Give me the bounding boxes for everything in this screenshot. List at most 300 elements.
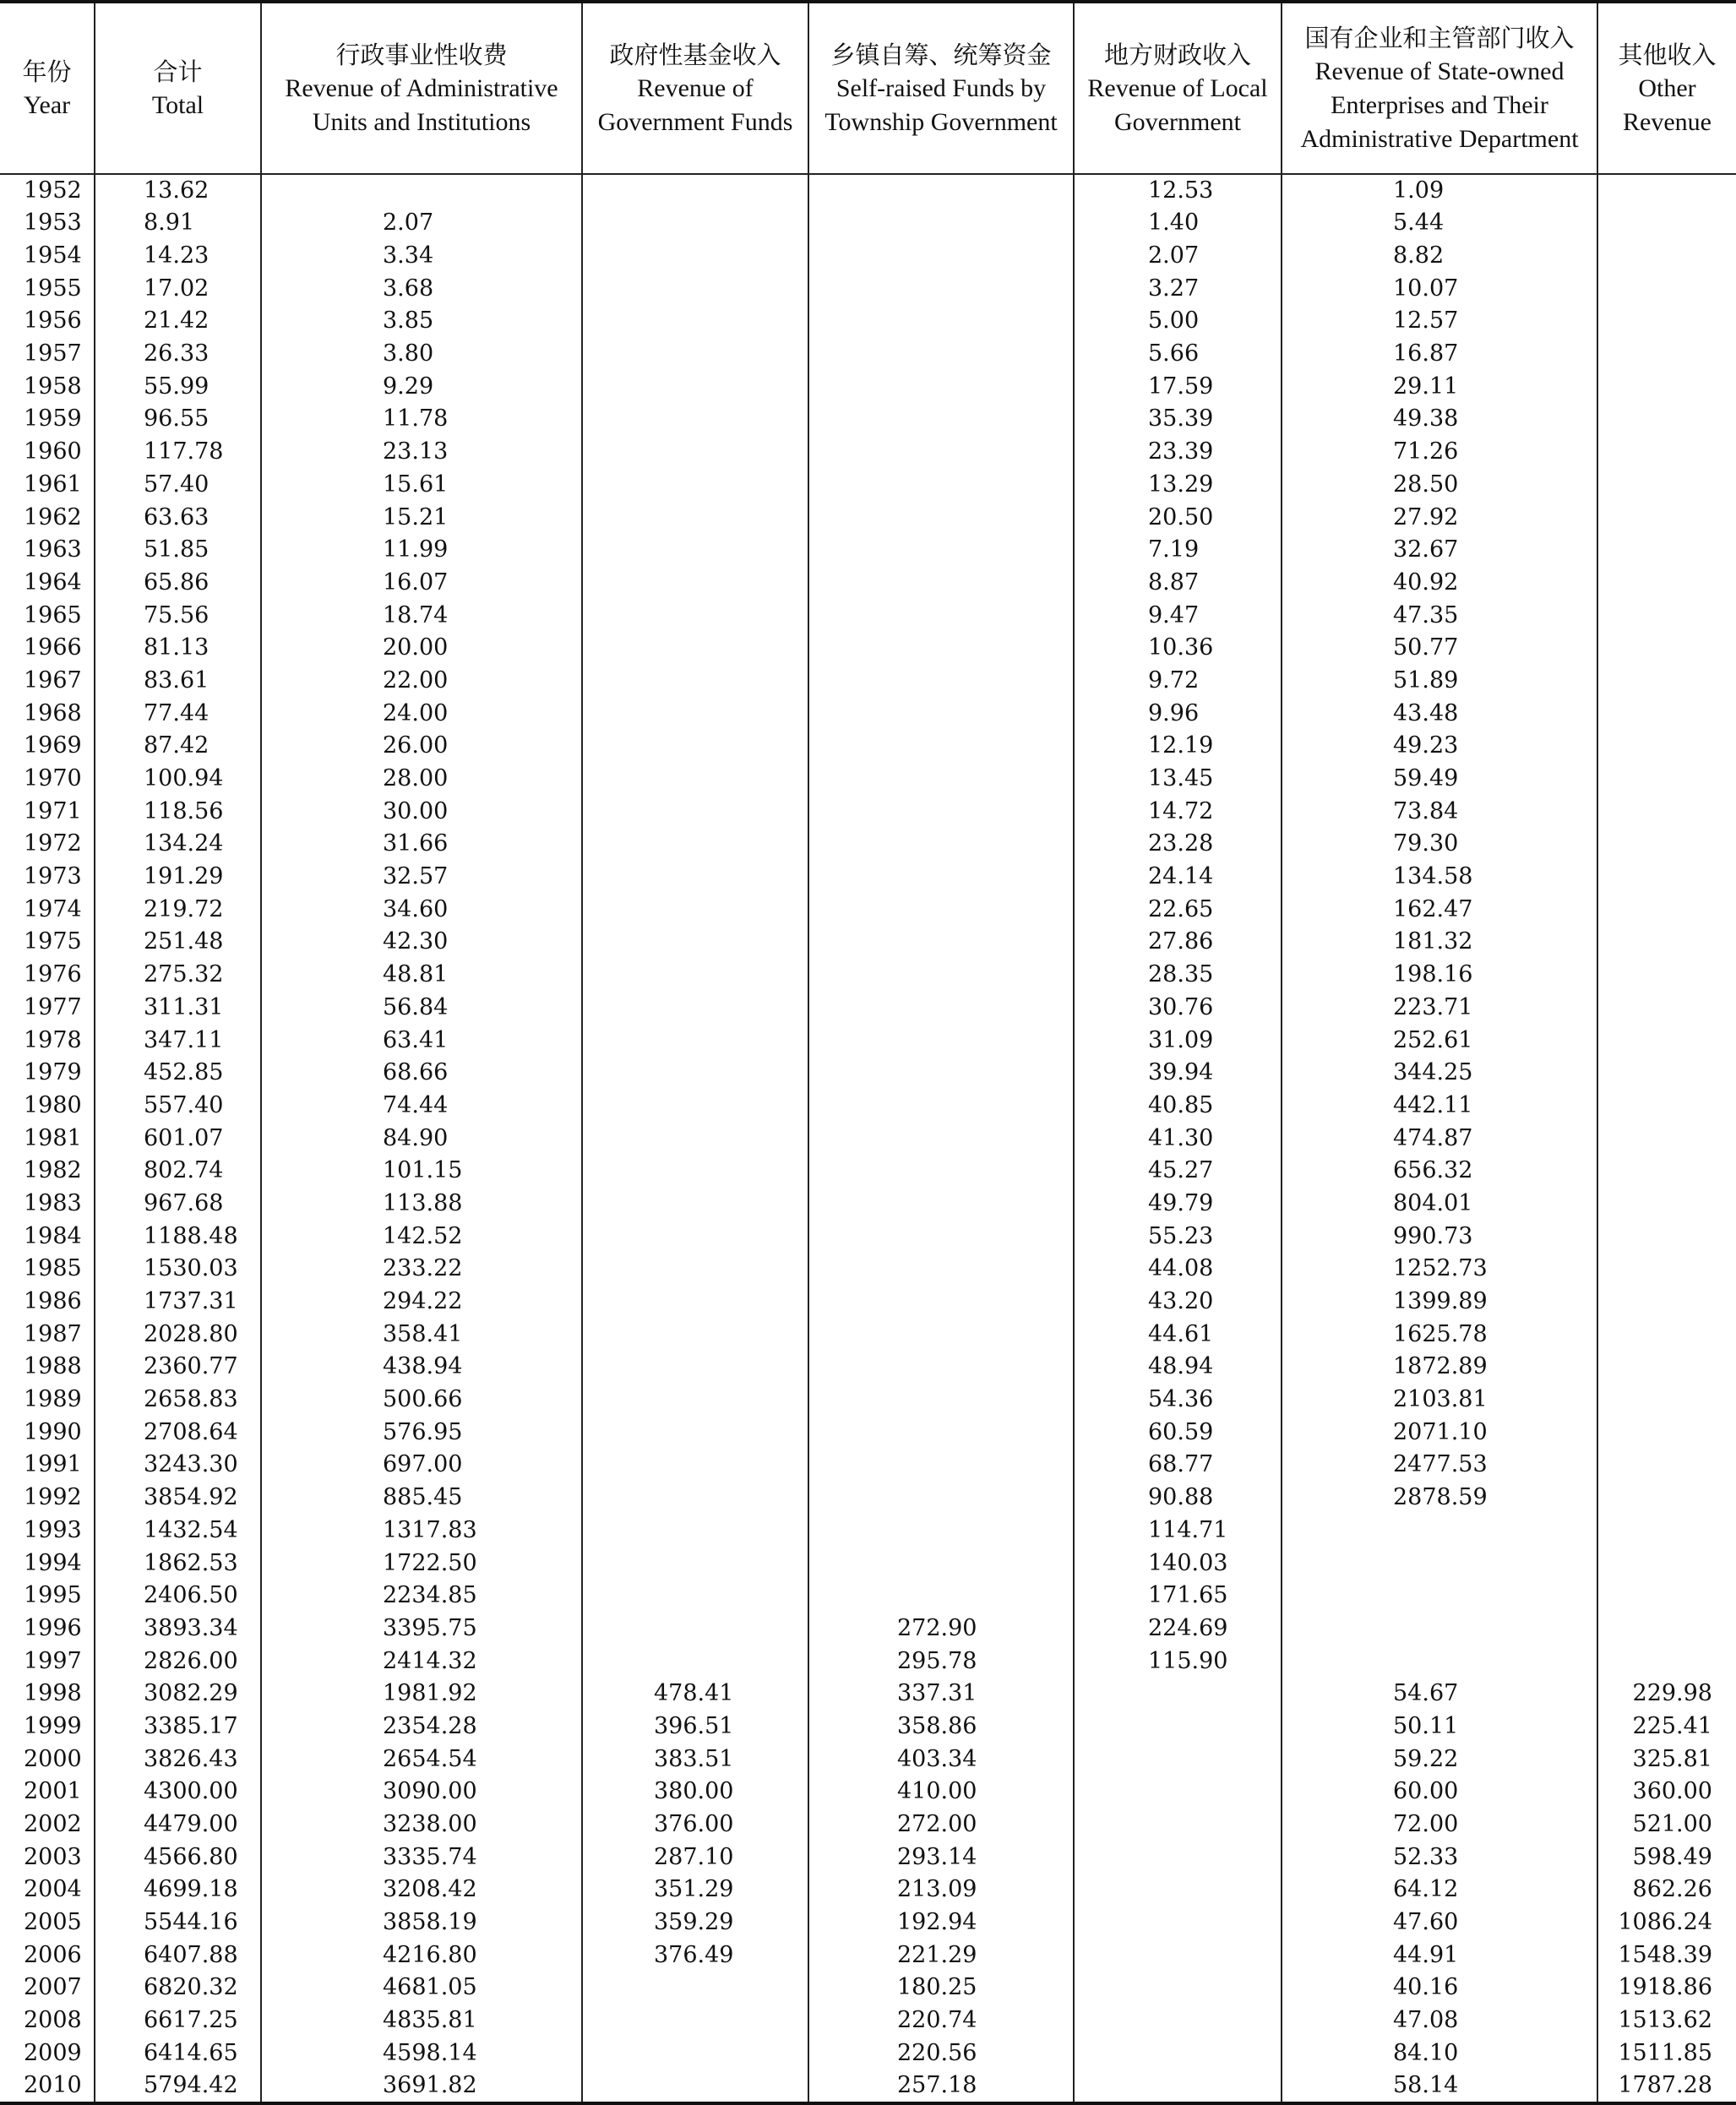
cell-soe: 49.38 xyxy=(1282,403,1597,436)
cell-gov xyxy=(582,861,808,894)
cell-year: 1969 xyxy=(24,732,82,759)
cell-total: 75.56 xyxy=(95,599,261,632)
cell-local: 5.00 xyxy=(1074,305,1282,338)
cell-town xyxy=(808,1253,1074,1286)
cell-adm: 68.66 xyxy=(261,1057,582,1090)
column-header-en: Revenue of Local xyxy=(1087,73,1268,102)
cell-town: 213.09 xyxy=(808,1874,1074,1906)
table-row xyxy=(0,2070,1736,2103)
cell-year: 1983 xyxy=(24,1189,82,1216)
cell-other xyxy=(1597,1090,1736,1123)
cell-year: 1994 xyxy=(24,1549,82,1576)
cell-gov xyxy=(582,730,808,763)
cell-adm: 15.21 xyxy=(261,501,582,534)
cell-gov xyxy=(582,665,808,698)
cell-gov xyxy=(582,1580,808,1613)
cell-total: 81.13 xyxy=(95,632,261,665)
cell-year: 1974 xyxy=(24,895,82,922)
cell-total: 87.42 xyxy=(95,730,261,763)
cell-local: 14.72 xyxy=(1074,795,1282,828)
cell-total: 601.07 xyxy=(95,1122,261,1155)
cell-soe: 1872.89 xyxy=(1282,1351,1597,1384)
column-header-en: Revenue of Administrative xyxy=(285,73,558,102)
cell-year: 2003 xyxy=(24,1843,82,1870)
cell-other xyxy=(1597,469,1736,502)
cell-town xyxy=(808,632,1074,665)
cell-adm: 84.90 xyxy=(261,1122,582,1155)
cell-total: 77.44 xyxy=(95,697,261,730)
cell-gov xyxy=(582,893,808,926)
cell-town xyxy=(808,1449,1074,1482)
cell-town xyxy=(808,1286,1074,1319)
cell-other xyxy=(1597,1384,1736,1417)
cell-year: 1964 xyxy=(24,568,82,596)
cell-adm: 42.30 xyxy=(261,926,582,959)
cell-other xyxy=(1597,763,1736,796)
cell-gov xyxy=(582,2004,808,2037)
cell-adm: 233.22 xyxy=(261,1253,582,1286)
cell-soe: 59.22 xyxy=(1282,1743,1597,1776)
cell-soe: 442.11 xyxy=(1282,1090,1597,1123)
table-row xyxy=(0,926,1736,959)
cell-year: 1985 xyxy=(24,1255,82,1282)
cell-soe: 47.60 xyxy=(1282,1906,1597,1939)
cell-town: 358.86 xyxy=(808,1711,1074,1743)
cell-year: 1978 xyxy=(24,1026,82,1053)
cell-soe: 198.16 xyxy=(1282,959,1597,992)
cell-local: 224.69 xyxy=(1074,1613,1282,1645)
table-row xyxy=(0,370,1736,403)
cell-adm: 18.74 xyxy=(261,599,582,632)
cell-town xyxy=(808,534,1074,567)
table-row xyxy=(0,861,1736,894)
cell-local: 1.40 xyxy=(1074,207,1282,240)
cell-other: 1548.39 xyxy=(1597,1939,1736,1972)
cell-gov xyxy=(582,599,808,632)
table-row xyxy=(0,730,1736,763)
cell-adm: 3.34 xyxy=(261,240,582,273)
cell-town xyxy=(808,1090,1074,1123)
cell-soe: 50.77 xyxy=(1282,632,1597,665)
table-row xyxy=(0,1351,1736,1384)
cell-gov xyxy=(582,632,808,665)
cell-total: 1737.31 xyxy=(95,1286,261,1319)
cell-town: 295.78 xyxy=(808,1645,1074,1678)
cell-other: 229.98 xyxy=(1597,1678,1736,1711)
cell-total: 219.72 xyxy=(95,893,261,926)
cell-total: 2406.50 xyxy=(95,1580,261,1613)
cell-soe: 223.71 xyxy=(1282,992,1597,1025)
cell-other: 1511.85 xyxy=(1597,2037,1736,2070)
cell-soe: 40.16 xyxy=(1282,1972,1597,2004)
cell-other xyxy=(1597,992,1736,1025)
cell-soe: 52.33 xyxy=(1282,1841,1597,1874)
table-row xyxy=(0,272,1736,305)
cell-total: 2658.83 xyxy=(95,1384,261,1417)
cell-total: 557.40 xyxy=(95,1090,261,1123)
cell-year: 1960 xyxy=(24,438,82,465)
cell-soe: 40.92 xyxy=(1282,567,1597,600)
cell-year: 1962 xyxy=(24,503,82,530)
cell-local: 27.86 xyxy=(1074,926,1282,959)
cell-soe: 1.09 xyxy=(1282,174,1597,207)
cell-year: 1959 xyxy=(24,405,82,432)
cell-year: 1990 xyxy=(24,1418,82,1445)
cell-other xyxy=(1597,174,1736,207)
cell-local: 171.65 xyxy=(1074,1580,1282,1613)
table-row xyxy=(0,1482,1736,1515)
table-row xyxy=(0,893,1736,926)
cell-other xyxy=(1597,207,1736,240)
cell-soe: 29.11 xyxy=(1282,370,1597,403)
cell-soe: 2878.59 xyxy=(1282,1482,1597,1515)
cell-local: 35.39 xyxy=(1074,403,1282,436)
cell-town xyxy=(808,501,1074,534)
cell-total: 4300.00 xyxy=(95,1776,261,1809)
cell-adm: 3090.00 xyxy=(261,1776,582,1809)
cell-town xyxy=(808,1024,1074,1057)
cell-local: 30.76 xyxy=(1074,992,1282,1025)
column-header-soe xyxy=(1282,2,1597,174)
table-row xyxy=(0,632,1736,665)
cell-town xyxy=(808,730,1074,763)
cell-year: 1999 xyxy=(24,1712,82,1739)
cell-total: 3385.17 xyxy=(95,1711,261,1743)
cell-total: 802.74 xyxy=(95,1155,261,1188)
cell-soe: 656.32 xyxy=(1282,1155,1597,1188)
cell-soe: 32.67 xyxy=(1282,534,1597,567)
cell-other: 521.00 xyxy=(1597,1809,1736,1841)
cell-local: 8.87 xyxy=(1074,567,1282,600)
table-row xyxy=(0,534,1736,567)
cell-local xyxy=(1074,2037,1282,2070)
cell-local: 114.71 xyxy=(1074,1515,1282,1547)
cell-gov xyxy=(582,1253,808,1286)
cell-other xyxy=(1597,795,1736,828)
cell-local: 23.39 xyxy=(1074,436,1282,469)
cell-soe xyxy=(1282,1645,1597,1678)
cell-local: 90.88 xyxy=(1074,1482,1282,1515)
cell-local: 9.96 xyxy=(1074,697,1282,730)
cell-total: 191.29 xyxy=(95,861,261,894)
cell-local xyxy=(1074,1678,1282,1711)
cell-adm: 28.00 xyxy=(261,763,582,796)
column-header-zh: 政府性基金收入 xyxy=(609,40,781,69)
column-header-en: Revenue of State-owned xyxy=(1314,57,1565,85)
table-row xyxy=(0,567,1736,600)
cell-local: 39.94 xyxy=(1074,1057,1282,1090)
cell-town xyxy=(808,697,1074,730)
cell-other xyxy=(1597,926,1736,959)
cell-soe: 73.84 xyxy=(1282,795,1597,828)
cell-soe: 27.92 xyxy=(1282,501,1597,534)
cell-local: 31.09 xyxy=(1074,1024,1282,1057)
column-header-en: Year xyxy=(23,90,71,119)
cell-local: 45.27 xyxy=(1074,1155,1282,1188)
column-header-en: Government Funds xyxy=(597,107,793,136)
cell-local: 3.27 xyxy=(1074,272,1282,305)
cell-soe: 16.87 xyxy=(1282,338,1597,371)
cell-other: 862.26 xyxy=(1597,1874,1736,1906)
cell-gov xyxy=(582,1155,808,1188)
cell-gov xyxy=(582,1449,808,1482)
cell-town: 337.31 xyxy=(808,1678,1074,1711)
cell-year: 2008 xyxy=(24,2007,82,2034)
cell-total: 3082.29 xyxy=(95,1678,261,1711)
cell-adm: 3238.00 xyxy=(261,1809,582,1841)
cell-town xyxy=(808,338,1074,371)
cell-other xyxy=(1597,1057,1736,1090)
cell-town xyxy=(808,436,1074,469)
cell-gov xyxy=(582,501,808,534)
cell-total: 6414.65 xyxy=(95,2037,261,2070)
cell-local: 140.03 xyxy=(1074,1547,1282,1580)
cell-town: 180.25 xyxy=(808,1972,1074,2004)
cell-gov xyxy=(582,469,808,502)
cell-year: 2010 xyxy=(24,2072,82,2099)
cell-total: 275.32 xyxy=(95,959,261,992)
cell-gov xyxy=(582,240,808,273)
cell-adm: 3.85 xyxy=(261,305,582,338)
header-row xyxy=(0,2,1736,174)
cell-other xyxy=(1597,632,1736,665)
cell-gov: 351.29 xyxy=(582,1874,808,1906)
cell-year: 1984 xyxy=(24,1222,82,1249)
cell-adm: 885.45 xyxy=(261,1482,582,1515)
cell-gov xyxy=(582,272,808,305)
cell-other xyxy=(1597,370,1736,403)
cell-adm: 9.29 xyxy=(261,370,582,403)
cell-soe: 59.49 xyxy=(1282,763,1597,796)
cell-town xyxy=(808,665,1074,698)
table-row xyxy=(0,501,1736,534)
cell-year: 1963 xyxy=(24,536,82,563)
cell-town: 221.29 xyxy=(808,1939,1074,1972)
cell-year: 1966 xyxy=(24,634,82,661)
cell-year: 1958 xyxy=(24,373,82,400)
table-row xyxy=(0,338,1736,371)
cell-town: 257.18 xyxy=(808,2070,1074,2103)
cell-adm: 294.22 xyxy=(261,1286,582,1319)
cell-gov xyxy=(582,795,808,828)
cell-gov: 287.10 xyxy=(582,1841,808,1874)
cell-town xyxy=(808,240,1074,273)
cell-local: 60.59 xyxy=(1074,1416,1282,1449)
cell-adm: 358.41 xyxy=(261,1318,582,1351)
cell-adm: 74.44 xyxy=(261,1090,582,1123)
cell-town xyxy=(808,1416,1074,1449)
cell-local: 20.50 xyxy=(1074,501,1282,534)
cell-year: 1987 xyxy=(24,1320,82,1347)
cell-other: 225.41 xyxy=(1597,1711,1736,1743)
cell-total: 3826.43 xyxy=(95,1743,261,1776)
column-header-en: Enterprises and Their xyxy=(1331,90,1548,119)
cell-year: 1993 xyxy=(24,1516,82,1543)
cell-other xyxy=(1597,1155,1736,1188)
cell-soe: 990.73 xyxy=(1282,1220,1597,1253)
table-row xyxy=(0,959,1736,992)
cell-total: 13.62 xyxy=(95,174,261,207)
cell-local: 13.45 xyxy=(1074,763,1282,796)
cell-adm: 34.60 xyxy=(261,893,582,926)
cell-local: 17.59 xyxy=(1074,370,1282,403)
cell-soe: 1252.73 xyxy=(1282,1253,1597,1286)
cell-year: 1961 xyxy=(24,470,82,498)
cell-gov xyxy=(582,992,808,1025)
cell-soe: 2477.53 xyxy=(1282,1449,1597,1482)
column-header-adm xyxy=(261,2,582,174)
table-row xyxy=(0,1515,1736,1547)
column-header-zh: 合计 xyxy=(153,57,203,86)
table-row xyxy=(0,1776,1736,1809)
table-row xyxy=(0,1743,1736,1776)
cell-other xyxy=(1597,861,1736,894)
table-row xyxy=(0,763,1736,796)
cell-town: 272.90 xyxy=(808,1613,1074,1645)
cell-other xyxy=(1597,1351,1736,1384)
cell-adm: 113.88 xyxy=(261,1188,582,1221)
cell-other xyxy=(1597,893,1736,926)
cell-total: 1862.53 xyxy=(95,1547,261,1580)
column-header-en: Total xyxy=(151,90,204,119)
cell-town xyxy=(808,272,1074,305)
cell-other xyxy=(1597,567,1736,600)
cell-local xyxy=(1074,1776,1282,1809)
cell-total: 57.40 xyxy=(95,469,261,502)
cell-gov xyxy=(582,926,808,959)
cell-year: 1991 xyxy=(24,1451,82,1478)
column-header-local xyxy=(1074,2,1282,174)
cell-total: 452.85 xyxy=(95,1057,261,1090)
table-row xyxy=(0,2037,1736,2070)
cell-year: 1981 xyxy=(24,1124,82,1151)
table-row xyxy=(0,1024,1736,1057)
cell-gov xyxy=(582,567,808,600)
cell-total: 17.02 xyxy=(95,272,261,305)
cell-year: 1952 xyxy=(24,177,82,204)
cell-year: 2004 xyxy=(24,1876,82,1903)
cell-local xyxy=(1074,1972,1282,2004)
cell-gov xyxy=(582,959,808,992)
cell-adm: 3.80 xyxy=(261,338,582,371)
cell-local: 44.08 xyxy=(1074,1253,1282,1286)
cell-adm: 2.07 xyxy=(261,207,582,240)
cell-town xyxy=(808,1384,1074,1417)
table-row xyxy=(0,1939,1736,1972)
cell-gov: 380.00 xyxy=(582,1776,808,1809)
cell-adm: 438.94 xyxy=(261,1351,582,1384)
cell-year: 1979 xyxy=(24,1059,82,1086)
cell-adm: 24.00 xyxy=(261,697,582,730)
cell-adm: 2354.28 xyxy=(261,1711,582,1743)
table-row xyxy=(0,469,1736,502)
cell-soe: 134.58 xyxy=(1282,861,1597,894)
table-row xyxy=(0,1645,1736,1678)
cell-other: 1918.86 xyxy=(1597,1972,1736,2004)
cell-soe: 51.89 xyxy=(1282,665,1597,698)
cell-year: 1988 xyxy=(24,1353,82,1380)
table-row xyxy=(0,1220,1736,1253)
cell-soe: 84.10 xyxy=(1282,2037,1597,2070)
cell-town xyxy=(808,1580,1074,1613)
cell-soe: 344.25 xyxy=(1282,1057,1597,1090)
cell-local: 12.53 xyxy=(1074,174,1282,207)
cell-adm: 31.66 xyxy=(261,828,582,861)
cell-gov xyxy=(582,1351,808,1384)
cell-town xyxy=(808,1057,1074,1090)
cell-year: 1968 xyxy=(24,699,82,726)
cell-gov: 383.51 xyxy=(582,1743,808,1776)
cell-town xyxy=(808,1318,1074,1351)
cell-total: 26.33 xyxy=(95,338,261,371)
cell-other xyxy=(1597,1122,1736,1155)
cell-adm: 3335.74 xyxy=(261,1841,582,1874)
cell-gov xyxy=(582,828,808,861)
cell-town xyxy=(808,1220,1074,1253)
cell-local: 68.77 xyxy=(1074,1449,1282,1482)
column-header-year xyxy=(0,2,95,174)
cell-town: 220.56 xyxy=(808,2037,1074,2070)
cell-other xyxy=(1597,1515,1736,1547)
cell-gov xyxy=(582,697,808,730)
cell-year: 1953 xyxy=(24,209,82,237)
table-row xyxy=(0,1286,1736,1319)
cell-soe: 49.23 xyxy=(1282,730,1597,763)
cell-adm: 3858.19 xyxy=(261,1906,582,1939)
table-row xyxy=(0,240,1736,273)
table-row xyxy=(0,1188,1736,1221)
cell-soe: 8.82 xyxy=(1282,240,1597,273)
cell-soe: 2103.81 xyxy=(1282,1384,1597,1417)
cell-town: 293.14 xyxy=(808,1841,1074,1874)
cell-town: 410.00 xyxy=(808,1776,1074,1809)
cell-adm: 32.57 xyxy=(261,861,582,894)
cell-gov xyxy=(582,1515,808,1547)
cell-gov xyxy=(582,1188,808,1221)
cell-adm: 101.15 xyxy=(261,1155,582,1188)
cell-local: 9.72 xyxy=(1074,665,1282,698)
cell-other xyxy=(1597,599,1736,632)
cell-total: 117.78 xyxy=(95,436,261,469)
cell-soe: 72.00 xyxy=(1282,1809,1597,1841)
cell-total: 3854.92 xyxy=(95,1482,261,1515)
cell-other xyxy=(1597,1547,1736,1580)
column-header-gov xyxy=(582,2,808,174)
column-header-en: Other xyxy=(1638,73,1696,102)
cell-other xyxy=(1597,1286,1736,1319)
cell-town xyxy=(808,567,1074,600)
cell-soe: 54.67 xyxy=(1282,1678,1597,1711)
table-row xyxy=(0,1318,1736,1351)
table-row xyxy=(0,1809,1736,1841)
cell-year: 2005 xyxy=(24,1909,82,1936)
cell-local: 40.85 xyxy=(1074,1090,1282,1123)
cell-soe: 58.14 xyxy=(1282,2070,1597,2103)
cell-other xyxy=(1597,1253,1736,1286)
cell-other xyxy=(1597,1416,1736,1449)
cell-gov xyxy=(582,534,808,567)
cell-local: 22.65 xyxy=(1074,893,1282,926)
cell-local xyxy=(1074,1711,1282,1743)
cell-other xyxy=(1597,1613,1736,1645)
cell-gov xyxy=(582,1482,808,1515)
cell-local: 43.20 xyxy=(1074,1286,1282,1319)
cell-gov xyxy=(582,1384,808,1417)
cell-local: 12.19 xyxy=(1074,730,1282,763)
cell-other xyxy=(1597,730,1736,763)
cell-soe xyxy=(1282,1580,1597,1613)
cell-year: 1973 xyxy=(24,863,82,890)
